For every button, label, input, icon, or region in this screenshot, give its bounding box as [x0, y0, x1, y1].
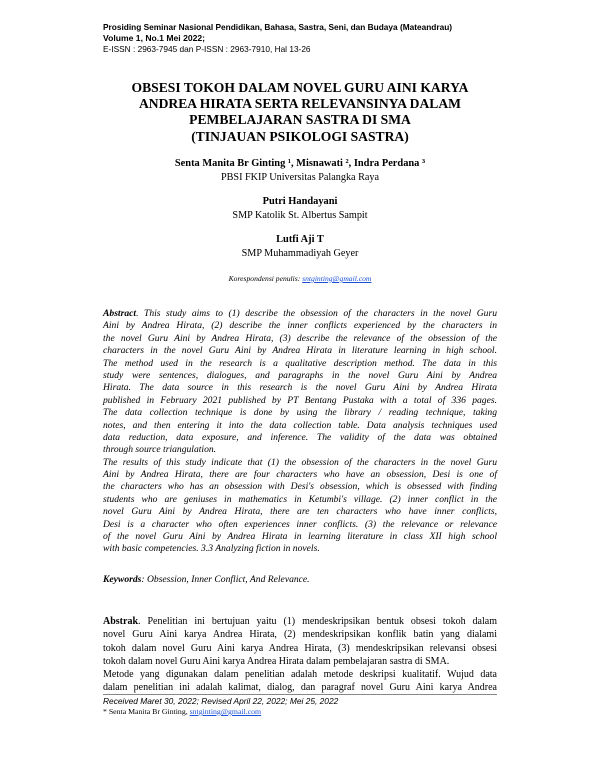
page-footer: [103, 696, 497, 717]
abstract-line: students who are geniuses in mathematics in Ketumbi's village. (2) inner conflict in the: [103, 493, 497, 505]
author-name: Lutfi Aji T: [276, 234, 324, 245]
correspondence-email-link[interactable]: sntginting@gmail.com: [302, 274, 372, 283]
author-affiliation: SMP Muhammadiyah Geyer: [241, 248, 359, 259]
abstrak-line: Abstrak. Penelitian ini bertujuan yaitu (1) mendeskripsikan bentuk obsesi tokoh dalam: [103, 616, 497, 627]
received-dates: Received Maret 30, 2022; Revised April 22, 2022; Mei 25, 2022: [103, 696, 339, 706]
abstract-line: of the novel Guru Aini by Andrea Hirata in learning literature in class XII high school: [103, 531, 497, 543]
abstract-line: Desi is a character who often experiences inner conflicts. (3) the relevance or relevance: [103, 518, 497, 530]
author-affiliation: PBSI FKIP Universitas Palangka Raya: [220, 172, 380, 183]
abstract-line: novel Guru Aini by Andrea Hirata, there are ten characters who have inner conflicts,: [103, 506, 497, 518]
abstract-english: [103, 308, 497, 556]
keywords-text: : Obsession, Inner Conflict, And Relevance.: [141, 574, 310, 585]
abstract-indonesian: [103, 615, 497, 695]
title-line: OBSESI TOKOH DALAM NOVEL GURU AINI KARYA: [131, 80, 469, 95]
abstract-line: through source triangulation.: [103, 444, 217, 456]
proceedings-name: Prosiding Seminar Nasional Pendidikan, Bahasa, Sastra, Seni, dan Budaya (Mateandrau): [103, 22, 453, 32]
title-line: ANDREA HIRATA SERTA RELEVANSINYA DALAM: [138, 96, 462, 112]
author-name: Putri Handayani: [262, 196, 338, 207]
abstract-line: The data collection technique is done by using the library / reading technique, taking: [103, 407, 497, 419]
author-list: Senta Manita Br Ginting ¹, Misnawati ², Indra Perdana ³: [174, 158, 426, 169]
abstract-line: study were sentences, dialogues, and paragraphs in the novel Guru Aini by Andrea: [103, 369, 497, 381]
abstract-line: notes, and then entering it into the data collection table. Data analysis techniques used: [103, 419, 497, 431]
abstract-line: characters in the novel Guru Aini by Andrea Hirata in literature learning in high school.: [103, 345, 497, 357]
abstract-line: the novel Guru Aini by Andrea Hirata, (3) describe the relevance of the obsession of the: [103, 332, 497, 344]
journal-header: [103, 22, 543, 55]
abstrak-line: dalam penelitian ini adalah kalimat, dialog, dan paragraf novel Guru Aini karya Andrea: [103, 682, 497, 694]
footer-divider: [103, 694, 497, 695]
keywords-label: Keywords: [103, 574, 142, 585]
abstract-line: data reduction, data exposure, and inference. The validity of the data was obtained: [103, 431, 497, 443]
abstract-line: Hirata. The data source in this research is the novel Guru Aini by Andrea Hirata: [103, 382, 497, 394]
abstrak-line: tokoh dalam novel Guru Aini karya Andrea Hirata dalam pembelajaran sastra di SMA.: [103, 655, 450, 667]
corresponding-author-note: * Senta Manita Br Ginting, sntginting@gmail.com: [103, 707, 262, 716]
abstract-line: the characters who has an obsession with Desi's obsession, which is obsessed with finding: [103, 481, 497, 493]
author-affiliation: SMP Katolik St. Albertus Sampit: [232, 210, 368, 221]
title-line: (TINJAUAN PSIKOLOGI SASTRA): [191, 128, 409, 144]
keywords-line: [103, 574, 497, 586]
abstrak-line: Metode yang digunakan dalam penelitian adalah metode deskripsi kualitatif. Wujud data: [103, 669, 497, 681]
issn-info: E-ISSN : 2963-7945 dan P-ISSN : 2963-7910, Hal 13-26: [103, 44, 311, 54]
paper-title: [60, 80, 540, 145]
correspondence-line: [60, 274, 540, 283]
correspondence-label: Korespondensi penulis:: [228, 274, 303, 283]
volume-info: Volume 1, No.1 Mei 2022;: [103, 33, 206, 43]
abstract-line: published in February 2021 published by PT Bentang Pustaka with a total of 336 pages.: [103, 394, 497, 406]
abstract-line: Abstract. This study aims to (1) describe the obsession of the characters in the novel Guru: [103, 308, 497, 319]
abstrak-line: tokoh dalam novel Guru Aini karya Andrea Hirata, (3) mendeskripsikan relevansi obsesi: [103, 642, 497, 654]
abstract-line: with basic competencies. 3.3 Analyzing fiction in novels.: [103, 543, 320, 555]
abstrak-line: novel Guru Aini karya Andrea Hirata, (2) mendeskripsikan konflik batin yang dialami: [103, 629, 497, 641]
abstrak-heading: Abstrak: [103, 616, 139, 627]
abstract-line: Aini by Andrea Hirata, (2) describe the inner conflicts experienced by the characters in: [103, 320, 497, 332]
abstract-heading: Abstract: [103, 308, 137, 319]
abstract-line: The results of this study indicate that (1) the obsession of the characters in the novel Guru: [103, 456, 497, 468]
abstract-line: Aini by Andrea Hirata, there are four characters who have an obsession, Desi is one of: [103, 469, 497, 481]
footer-email-link[interactable]: sntginting@gmail.com: [189, 707, 262, 716]
abstract-line: The method used in the research is a qualitative description method. The data in this: [103, 357, 497, 369]
title-line: PEMBELAJARAN SASTRA DI SMA: [189, 112, 411, 128]
